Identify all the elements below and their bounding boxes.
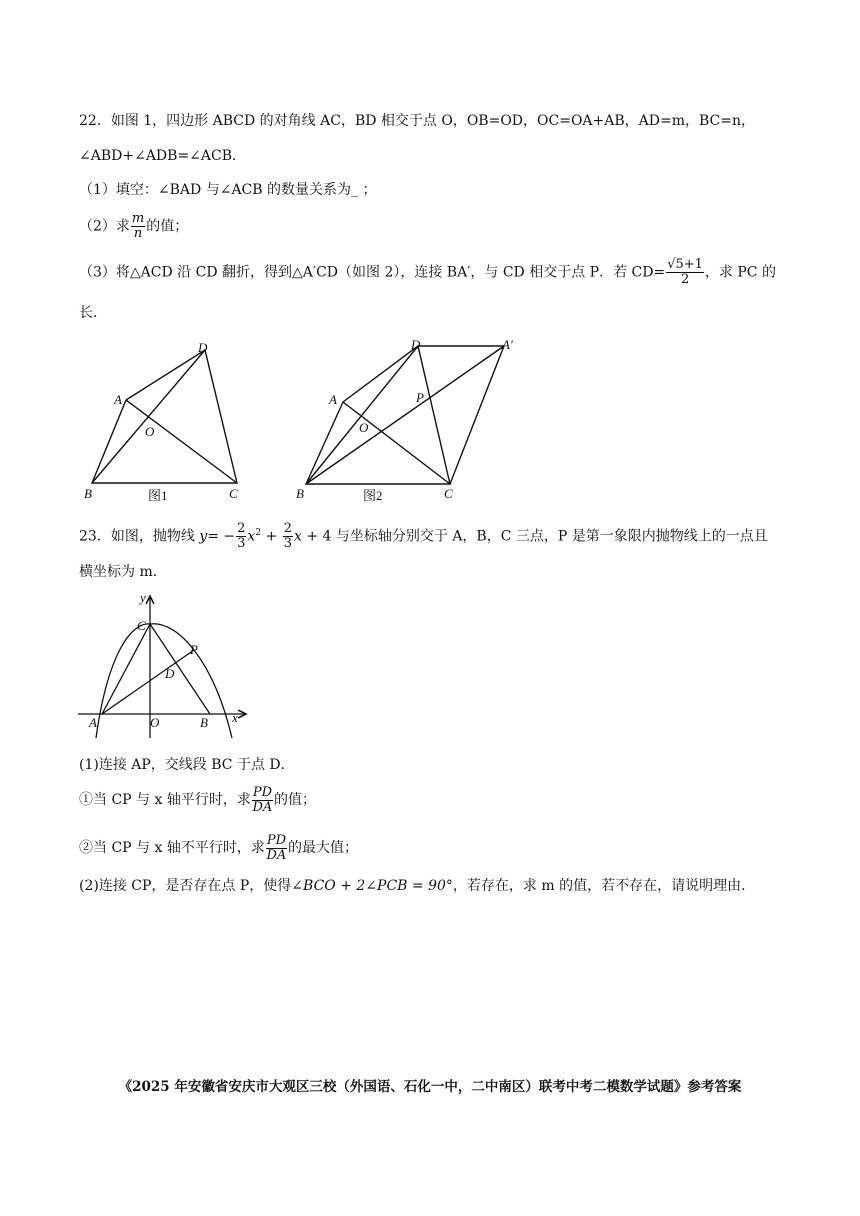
- fraction-numerator: PD: [266, 832, 286, 848]
- fig1-caption: 图1: [148, 488, 168, 503]
- q23-sub1a-prefix: ①当 CP 与 x 轴平行时，求: [79, 792, 251, 808]
- q23-line1-suffix: 与坐标轴分别交于 A，B，C 三点，P 是第一象限内抛物线上的一点且: [335, 528, 768, 545]
- formula-fraction-2: [283, 522, 293, 551]
- fig3-label-b: B: [200, 715, 208, 730]
- fig2-label-a: A: [329, 392, 337, 407]
- q23-sub2-prefix: (2)连接 CP，是否存在点 P，使得: [79, 878, 292, 894]
- q23-sub1b-prefix: ②当 CP 与 x 轴不平行时，求: [79, 840, 265, 856]
- pd-over-da-fraction: [266, 834, 287, 863]
- fraction-denominator: DA: [252, 799, 273, 815]
- fig2-caption: 图2: [363, 488, 383, 503]
- figure-1-quadrilateral: [78, 336, 258, 506]
- q22-line2: ∠ABD+∠ADB=∠ACB．: [79, 148, 247, 164]
- fig2-label-d: D: [411, 337, 421, 352]
- fraction-denominator: 3: [283, 536, 292, 552]
- fraction-denominator: 2: [680, 272, 690, 287]
- fig3-label-d: D: [165, 666, 175, 681]
- fraction-numerator: √5+1: [667, 257, 703, 272]
- fig1-label-o: O: [145, 424, 155, 439]
- q23-sub1b-suffix: 的最大值；: [288, 840, 358, 856]
- fig2-label-o: O: [359, 420, 369, 435]
- q22-line1: 22．如图 1，四边形 ABCD 的对角线 AC，BD 相交于点 O，OB=OD，OC=OA+AB，AD=m，BC=n，: [79, 113, 756, 129]
- formula-equals: = −: [207, 528, 236, 545]
- formula-constant: + 4: [301, 528, 332, 545]
- q23-sub1a-suffix: 的值；: [274, 792, 316, 808]
- fraction-numerator: PD: [252, 784, 272, 800]
- fig3-label-o: O: [150, 715, 160, 730]
- fig3-label-a: A: [89, 715, 97, 730]
- formula-exponent: 2: [255, 528, 262, 538]
- q22-part2-suffix: 的值；: [146, 218, 189, 235]
- fig1-label-a: A: [114, 392, 122, 407]
- fig2-label-c: C: [444, 486, 453, 501]
- q22-part2: [79, 212, 188, 241]
- formula-x: x: [247, 528, 256, 545]
- fraction-numerator: m: [131, 211, 145, 226]
- q23-sub1b: [79, 832, 358, 864]
- q23-sub1: (1)连接 AP，交线段 BC 于点 D．: [79, 757, 295, 773]
- fig3-label-p: P: [190, 642, 198, 657]
- fig1-label-b: B: [84, 486, 92, 501]
- m-over-n-fraction: [131, 212, 145, 241]
- fig2-label-p: P: [416, 390, 424, 405]
- q23-line2: 横坐标为 m．: [79, 564, 167, 580]
- parabola-figure: [74, 592, 254, 742]
- q22-part3: [79, 258, 776, 287]
- figure-2-folded-triangle: [290, 332, 530, 506]
- fraction-denominator: DA: [266, 847, 287, 863]
- q23-sub2: [79, 876, 755, 896]
- fig2-label-b: B: [296, 486, 304, 501]
- q23-sub2-suffix: ，若存在，求 m 的值，若不存在，请说明理由．: [452, 878, 756, 894]
- pd-over-da-fraction: [252, 786, 273, 815]
- parabola-curve: [96, 624, 232, 738]
- q22-part1: （1）填空：∠BAD 与∠ACB 的数量关系为_ ；: [79, 182, 377, 198]
- fraction-denominator: n: [133, 226, 143, 241]
- q23-line1: [79, 516, 768, 554]
- fig1-label-c: C: [229, 486, 238, 501]
- q22-part2-prefix: （2）求: [79, 218, 130, 235]
- q23-line1-prefix: 23．如图，抛物线: [79, 528, 195, 545]
- q22-part3-end: 长．: [79, 305, 107, 321]
- q22-part3-prefix: （3）将△ACD 沿 CD 翻折，得到△A′CD（如图 2），连接 BA′，与 CD 相交于点 P．若 CD=: [79, 264, 666, 281]
- fig1-label-d: D: [198, 340, 208, 355]
- fraction-numerator: 2: [237, 521, 246, 537]
- angle-formula: ∠BCO + 2∠PCB = 90°: [291, 878, 453, 894]
- fraction-numerator: 2: [283, 521, 292, 537]
- formula-y: y: [199, 528, 208, 545]
- answer-key-heading: 《2025 年安徽省安庆市大观区三校（外国语、石化一中，二中南区）联考中考二模数学试题》参考答案: [118, 1079, 742, 1095]
- fraction-denominator: 3: [237, 536, 246, 552]
- formula-fraction-1: [236, 522, 246, 551]
- q22-part3-suffix: ，求 PC 的: [704, 264, 776, 281]
- q23-sub1a: [79, 784, 316, 816]
- fig2-label-a-prime: A′: [502, 337, 513, 352]
- formula-plus: +: [261, 528, 282, 545]
- fig3-label-x: x: [232, 710, 238, 725]
- cd-value-fraction: [666, 258, 704, 287]
- formula-x: x: [293, 528, 302, 545]
- fig3-label-c: C: [137, 618, 146, 633]
- fig3-label-y: y: [140, 592, 146, 605]
